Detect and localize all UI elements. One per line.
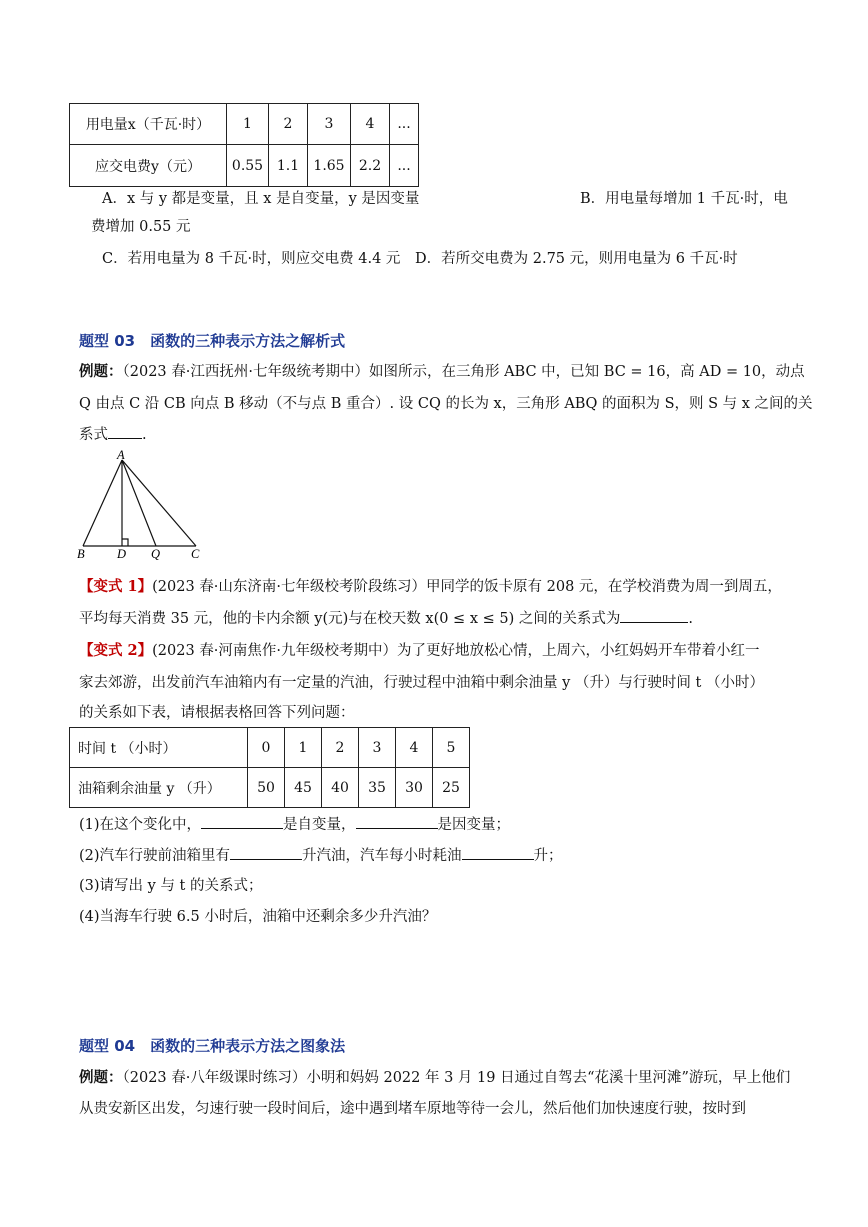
question-text: (1)在这个变化中， [79,817,202,833]
table-cell: 3 [359,728,396,768]
table-cell: 3 [308,104,351,145]
example-label: 例题： [79,363,123,380]
table-cell: 45 [285,768,322,808]
variant-text: 平均每天消费 35 元，他的卡内余额 y(元)与在校天数 x(0 ≤ x ≤ 5) 之间的关系式为 [79,611,621,627]
table-row-label: 应交电费y（元） [70,145,227,187]
example-line: 从贵安新区出发，匀速行驶一段时间后，途中遇到堵车原地等待一会儿，然后他们加快速度行驶，按时到 [79,1101,746,1117]
question-3: (3)请写出 y 与 t 的关系式； [79,878,263,894]
variant-tag: 【变式 1】 [79,578,153,595]
example-line [79,1068,790,1088]
question-4: (4)当海车行驶 6.5 小时后，油箱中还剩余多少升汽油？ [79,909,437,925]
question-2 [79,845,563,866]
section-heading: 题型 04 函数的三种表示方法之图象法 [79,1037,346,1055]
variant-text: . [688,611,693,627]
option-b-continued: 费增加 0.55 元 [91,219,191,235]
option-d: D．若所交电费为 2.75 元，则用电量为 6 千瓦·时 [415,251,738,267]
example-text: . [142,427,147,443]
option-c: C．若用电量为 8 千瓦·时，则应交电费 4.4 元 [102,251,401,267]
variant-tag: 【变式 2】 [79,642,153,659]
answer-blank [620,608,688,623]
variant-text: (2023 春·山东济南·七年级校考阶段练习）甲同学的饭卡原有 208 元，在学校消费为周一到周五， [152,579,782,595]
example-line: Q 由点 C 沿 CB 向点 B 移动（不与点 B 重合）. 设 CQ 的长为 x，三角形 ABQ 的面积为 S，则 S 与 x 之间的关 [79,396,813,412]
table-cell: ... [390,145,419,187]
right-angle-mark [122,539,128,546]
table-row-label: 油箱剩余油量 y （升） [70,768,248,808]
table-cell: 25 [433,768,470,808]
electricity-table [69,103,419,187]
table-cell: 2.2 [351,145,390,187]
table-cell: 1.1 [269,145,308,187]
table-row-label: 时间 t （小时） [70,728,248,768]
example-text: （2023 春·江西抚州·七年级统考期中）如图所示，在三角形 ABC 中，已知 BC = 16，高 AD = 10，动点 [122,364,805,380]
question-text: 升； [533,848,563,864]
option-a: A．x 与 y 都是变量，且 x 是自变量，y 是因变量 [102,191,420,207]
table-cell: 0.55 [227,145,269,187]
table-cell: 35 [359,768,396,808]
table-cell: ... [390,104,419,145]
table-cell: 0 [248,728,285,768]
example-label: 例题： [79,1069,123,1086]
triangle-figure [72,448,212,563]
label-b: B [77,547,85,561]
table-cell: 50 [248,768,285,808]
table-cell: 5 [433,728,470,768]
label-c: C [191,547,200,561]
variant-line [79,577,782,597]
table-row-label: 用电量x（千瓦·时） [70,104,227,145]
section-heading: 题型 03 函数的三种表示方法之解析式 [79,332,346,350]
answer-blank [201,814,283,829]
fuel-table [69,727,470,808]
option-b: B．用电量每增加 1 千瓦·时，电 [580,191,788,207]
answer-blank [356,814,438,829]
side-ac [122,460,196,546]
question-text: 是自变量， [283,817,356,833]
variant-line: 的关系如下表，请根据表格回答下列问题： [79,705,355,721]
answer-blank [230,845,302,860]
side-ab [83,460,122,546]
example-text: 系式 [79,427,108,443]
segment-aq [122,460,156,546]
example-line [79,424,147,445]
answer-blank [462,845,534,860]
table-cell: 4 [351,104,390,145]
variant-line: 家去郊游，出发前汽车油箱内有一定量的汽油，行驶过程中油箱中剩余油量 y （升）与行驶时间 t （小时） [79,675,764,691]
table-cell: 2 [322,728,359,768]
answer-blank [108,424,142,439]
label-d: D [117,547,127,561]
variant-text: (2023 春·河南焦作·九年级校考期中）为了更好地放松心情，上周六，小红妈妈开车带着小红一 [152,643,760,659]
question-text: 是因变量； [437,817,511,833]
example-text: （2023 春·八年级课时练习）小明和妈妈 2022 年 3 月 19 日通过自驾去“花溪十里河滩”游玩，早上他们 [122,1070,791,1086]
table-cell: 30 [396,768,433,808]
variant-line [79,608,693,629]
variant-line [79,641,760,661]
table-cell: 4 [396,728,433,768]
table-cell: 1 [285,728,322,768]
label-a: A [117,448,125,462]
table-cell: 2 [269,104,308,145]
example-line [79,362,805,382]
table-cell: 1.65 [308,145,351,187]
question-text: 升汽油，汽车每小时耗油 [302,848,462,864]
question-text: (2)汽车行驶前油箱里有 [79,848,231,864]
label-q: Q [151,547,161,561]
table-cell: 40 [322,768,359,808]
question-1 [79,814,510,835]
table-cell: 1 [227,104,269,145]
